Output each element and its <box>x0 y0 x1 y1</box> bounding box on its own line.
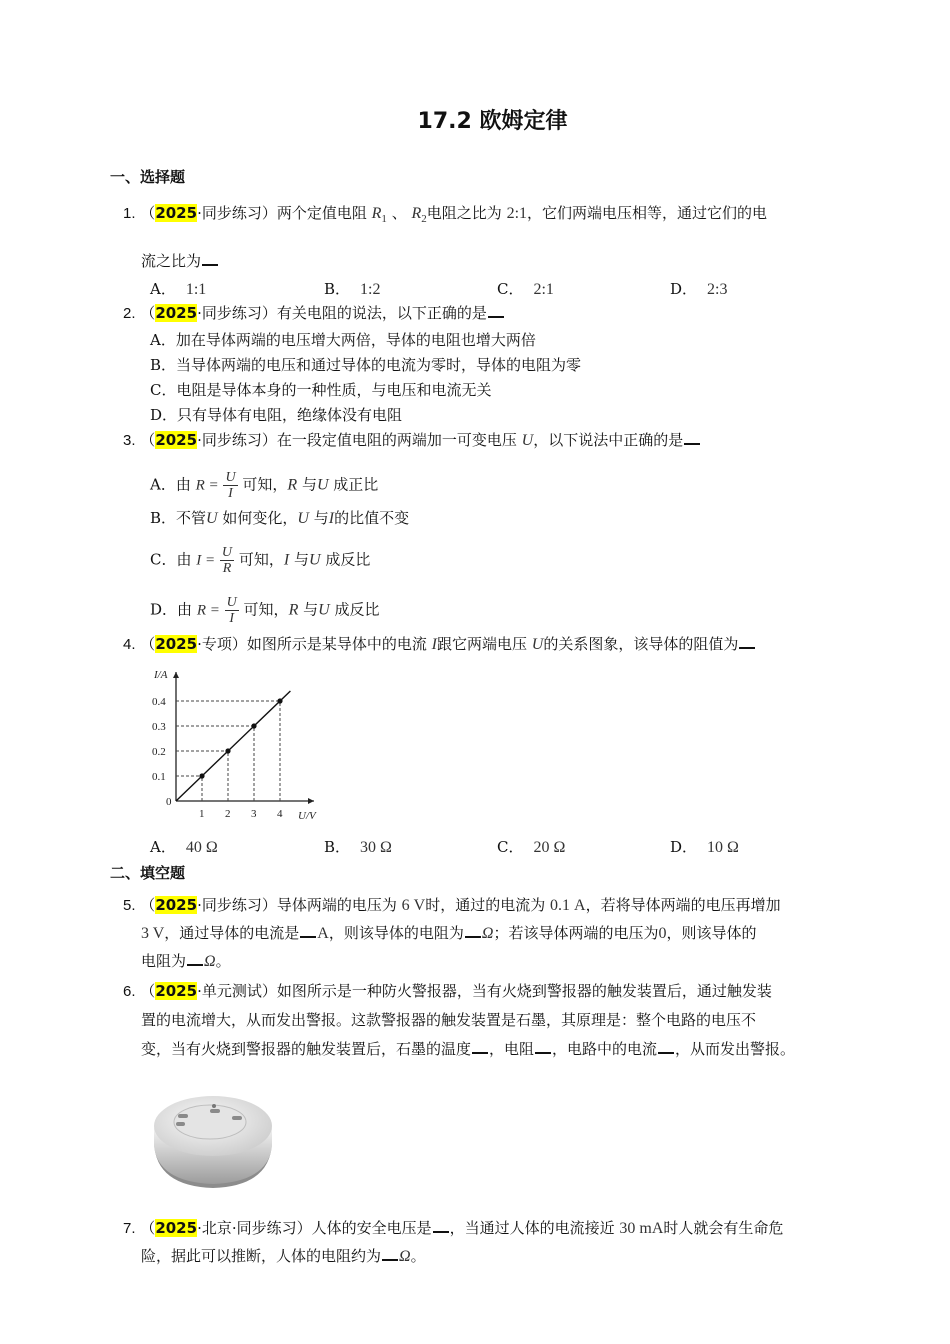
var-r1: R <box>371 205 382 222</box>
variable: U <box>297 510 309 527</box>
question-source: ·专项） <box>197 635 247 653</box>
q3-option-b[interactable] <box>150 507 409 530</box>
separator: 、 <box>391 204 407 222</box>
question-text: 电阻为 <box>141 952 187 970</box>
option-text: 与 <box>293 550 309 569</box>
iu-chart <box>140 656 350 826</box>
option-label: D． <box>670 280 698 298</box>
q3-option-c[interactable] <box>150 545 370 576</box>
q1-option-b[interactable] <box>324 278 380 299</box>
page-title: 17.2 欧姆定律 <box>417 109 568 134</box>
x-axis-arrow <box>308 798 314 804</box>
option-text: 如何变化， <box>222 509 298 527</box>
question-text: ，则该导体的 <box>666 924 757 942</box>
x-tick-label: 3 <box>251 808 257 820</box>
question-text: 的关系图象，该导体的阻值为 <box>543 635 739 653</box>
question-5-line2 <box>141 922 756 945</box>
numerator: U <box>226 595 237 610</box>
question-number: 3. <box>123 432 136 449</box>
question-text: 人体的安全电压是 <box>311 1219 432 1237</box>
variable: U <box>316 476 329 494</box>
question-text: ，它们两端电压相等，通过它们的电 <box>527 204 768 222</box>
option-label: B． <box>324 280 351 298</box>
option-label: A． <box>150 838 176 856</box>
variable: R <box>287 476 298 494</box>
ratio-value: 2:1 <box>506 205 528 222</box>
q2-option-c[interactable]: C．电阻是导体本身的一种性质，与电压和电流无关 <box>150 381 492 399</box>
question-text: 时人就会有生命危 <box>663 1219 784 1237</box>
question-text: 如图所示是某导体中的电流 <box>246 635 427 653</box>
denominator: R <box>222 561 232 576</box>
year-tag: 2025 <box>155 635 198 653</box>
option-text: 与 <box>301 475 317 494</box>
option-label: D． <box>670 838 698 856</box>
option-value: 1:2 <box>360 281 381 298</box>
answer-blank <box>187 950 203 966</box>
option-label: B．不管 <box>150 509 207 527</box>
q2-option-b[interactable]: B．当导体两端的电压和通过导体的电流为零时，导体的电阻为零 <box>150 356 582 374</box>
q1-option-c[interactable] <box>497 278 554 299</box>
value: 0.1 A <box>550 897 586 914</box>
question-7: 7. （2025·北京·同步练习）人体的安全电压是 ，当通过人体的电流接近 30 mA时人就会有生命危 <box>123 1219 784 1237</box>
option-text: 可知， <box>238 550 284 569</box>
numerator: U <box>225 470 236 485</box>
variable: R <box>288 601 299 619</box>
question-text: 在一段定值电阻的两端加一可变电压 <box>276 431 517 449</box>
question-number: 5. <box>123 897 136 914</box>
x-tick-label: 1 <box>199 808 205 820</box>
value: 6 V <box>401 897 426 914</box>
year-tag: 2025 <box>155 204 198 222</box>
question-text: 流之比为 <box>141 252 202 270</box>
value: 3 V <box>141 925 165 942</box>
option-label: D．由 <box>150 600 193 619</box>
question-text: ，从而发出警报。 <box>675 1040 796 1058</box>
formula-fraction <box>223 470 237 501</box>
question-7-line2 <box>141 1245 426 1268</box>
question-1: 1. （2025·同步练习）两个定值电阻 $R_1$ 、 $R_2$电阻之比为 2:1，它们两端电压相等，通过它们的电 <box>123 204 768 225</box>
option-value: 40 Ω <box>185 839 218 856</box>
question-text: ，若将导体两端的电压再增加 <box>585 896 781 914</box>
question-text: 。 <box>410 1247 426 1265</box>
question-text: 跟它两端电压 <box>436 635 527 653</box>
option-label: B． <box>324 838 351 856</box>
question-source: ·单元测试） <box>197 982 277 1000</box>
answer-blank <box>684 429 700 445</box>
option-text: 可知， <box>242 475 288 494</box>
denominator: I <box>229 611 235 626</box>
var-u: U <box>521 432 534 449</box>
unit: Ω <box>204 953 216 970</box>
option-value: 10 Ω <box>707 839 739 856</box>
answer-blank <box>300 922 316 938</box>
option-text: 与 <box>313 509 329 527</box>
question-text: ，电路中的电流 <box>552 1040 658 1058</box>
q4-option-d[interactable] <box>670 836 739 857</box>
x-tick-label: 4 <box>277 808 283 820</box>
unit: A <box>317 925 329 942</box>
subscript: 1 <box>381 213 387 225</box>
question-number: 6. <box>123 983 136 1000</box>
option-label: A．由 <box>150 475 191 494</box>
variable: U <box>318 601 330 619</box>
option-label: A． <box>150 280 176 298</box>
question-2: 2. （2025·同步练习）有关电阻的说法，以下正确的是 <box>123 302 505 325</box>
var-i: I <box>431 636 437 653</box>
option-value: 1:1 <box>185 281 207 298</box>
option-text: 成正比 <box>333 475 379 494</box>
question-text: 险，据此可以推断，人体的电阻约为 <box>141 1247 382 1265</box>
year-tag: 2025 <box>155 982 198 1000</box>
fire-alarm-image <box>148 1090 278 1190</box>
answer-blank <box>465 922 481 938</box>
y-tick-label: 0.4 <box>152 696 166 708</box>
origin-label: 0 <box>166 796 172 808</box>
y-tick-label: 0.3 <box>152 721 166 733</box>
variable: U <box>206 510 218 527</box>
answer-blank <box>739 633 755 649</box>
option-value: 2:1 <box>533 281 554 298</box>
answer-blank <box>472 1038 488 1054</box>
section-heading-fill: 二、填空题 <box>110 864 186 882</box>
y-tick-label: 0.2 <box>152 746 166 758</box>
question-text: 。 <box>215 952 231 970</box>
answer-blank <box>535 1038 551 1054</box>
var-u: U <box>531 636 544 653</box>
option-value: 30 Ω <box>360 839 392 856</box>
option-text: 可知， <box>243 600 289 619</box>
value: 0 <box>658 925 667 942</box>
q2-option-a[interactable]: A．加在导体两端的电压增大两倍，导体的电阻也增大两倍 <box>150 331 536 349</box>
option-value: 2:3 <box>707 281 728 298</box>
option-text: 与 <box>303 600 319 619</box>
denominator: I <box>228 486 233 501</box>
data-point <box>251 723 256 728</box>
option-text: 的比值不变 <box>334 509 410 527</box>
q3-option-d[interactable] <box>150 595 380 626</box>
question-text: 变，当有火烧到警报器的触发装置后，石墨的温度 <box>141 1040 472 1058</box>
question-5-line3 <box>141 950 231 973</box>
answer-blank <box>382 1245 398 1261</box>
y-tick-label: 0.1 <box>152 771 166 783</box>
question-source: ·同步练习） <box>197 304 277 322</box>
question-source: ·北京·同步练习） <box>197 1219 312 1237</box>
answer-blank <box>202 250 218 266</box>
question-number: 1. <box>123 205 136 222</box>
answer-blank <box>433 1217 449 1233</box>
question-source: ·同步练习） <box>197 431 277 449</box>
year-tag: 2025 <box>155 304 198 322</box>
question-text: 时，通过的电流为 <box>425 896 546 914</box>
q4-option-b[interactable] <box>324 836 392 857</box>
question-text: ，当通过人体的电流接近 <box>449 1219 615 1237</box>
numerator: U <box>221 545 233 560</box>
option-label: C．由 <box>150 550 192 569</box>
unit: Ω <box>481 925 494 942</box>
question-4: 4. （2025·专项）如图所示是某导体中的电流 I跟它两端电压 U的关系图象，该导体的阻值为 <box>123 633 756 656</box>
option-text: 成反比 <box>334 600 380 619</box>
option-label: C． <box>497 280 524 298</box>
question-text: ，通过导体的电流是 <box>164 924 300 942</box>
question-number: 7. <box>123 1220 136 1237</box>
question-text: 两个定值电阻 <box>276 204 367 222</box>
year-tag: 2025 <box>155 431 198 449</box>
question-text: ，则该导体的电阻为 <box>328 924 464 942</box>
question-6-line3 <box>141 1038 795 1060</box>
variable: I <box>283 551 290 569</box>
section-heading-choice: 一、选择题 <box>110 168 186 186</box>
answer-blank <box>658 1038 674 1054</box>
option-text: 成反比 <box>325 550 371 569</box>
question-text: ，以下说法中正确的是 <box>533 431 684 449</box>
question-text: 导体两端的电压为 <box>276 896 397 914</box>
value: 30 mA <box>619 1220 664 1237</box>
var-r2: R <box>411 205 422 222</box>
question-text: ，电阻 <box>489 1040 535 1058</box>
variable: I <box>328 510 335 527</box>
y-axis-arrow <box>173 672 179 678</box>
data-point <box>199 773 204 778</box>
answer-blank <box>488 302 504 318</box>
formula-fraction <box>220 545 234 576</box>
year-tag: 2025 <box>155 896 198 914</box>
q3-option-a[interactable] <box>150 470 378 501</box>
x-axis-label: U/V <box>298 810 316 822</box>
q4-option-a[interactable] <box>150 836 218 857</box>
variable: U <box>308 551 321 569</box>
question-6: 6. （2025·单元测试）如图所示是一种防火警报器，当有火烧到警报器的触发装置后，通过触发装 <box>123 982 772 1000</box>
q1-option-d[interactable] <box>670 278 727 299</box>
option-value: 20 Ω <box>533 839 566 856</box>
unit: Ω <box>399 1248 411 1265</box>
formula-lhs: I = <box>196 552 216 569</box>
data-point <box>277 698 282 703</box>
question-3: 3. （2025·同步练习）在一段定值电阻的两端加一可变电压 U，以下说法中正确的是 <box>123 429 701 452</box>
question-5: 5. （2025·同步练习）导体两端的电压为 6 V时，通过的电流为 0.1 A，若将导体两端的电压再增加 <box>123 896 781 914</box>
question-number: 4. <box>123 636 136 653</box>
question-1-line2 <box>141 250 219 272</box>
question-text: 如图所示是一种防火警报器，当有火烧到警报器的触发装置后，通过触发装 <box>276 982 772 1000</box>
question-text: 电阻之比为 <box>426 204 502 222</box>
question-text: ；若该导体两端的电压为 <box>493 924 659 942</box>
data-point <box>225 748 230 753</box>
q2-option-d[interactable]: D．只有导体有电阻，绝缘体没有电阻 <box>150 406 403 424</box>
y-axis-label: I/A <box>154 669 168 681</box>
question-source: ·同步练习） <box>197 896 277 914</box>
question-text: 有关电阻的说法，以下正确的是 <box>276 304 487 322</box>
x-tick-label: 2 <box>225 808 231 820</box>
subscript: 2 <box>421 213 427 225</box>
option-label: C． <box>497 838 524 856</box>
data-line <box>176 691 290 801</box>
question-6-line2: 置的电流增大，从而发出警报。这款警报器的触发装置是石墨，其原理是：整个电路的电压不 <box>141 1011 757 1029</box>
q4-option-c[interactable] <box>497 836 565 857</box>
question-number: 2. <box>123 305 136 322</box>
formula-lhs: R = <box>195 477 219 494</box>
question-source: ·同步练习） <box>197 204 277 222</box>
formula-lhs: R = <box>196 602 220 619</box>
formula-fraction <box>225 595 239 626</box>
q1-option-a[interactable] <box>150 278 206 299</box>
year-tag: 2025 <box>155 1219 198 1237</box>
